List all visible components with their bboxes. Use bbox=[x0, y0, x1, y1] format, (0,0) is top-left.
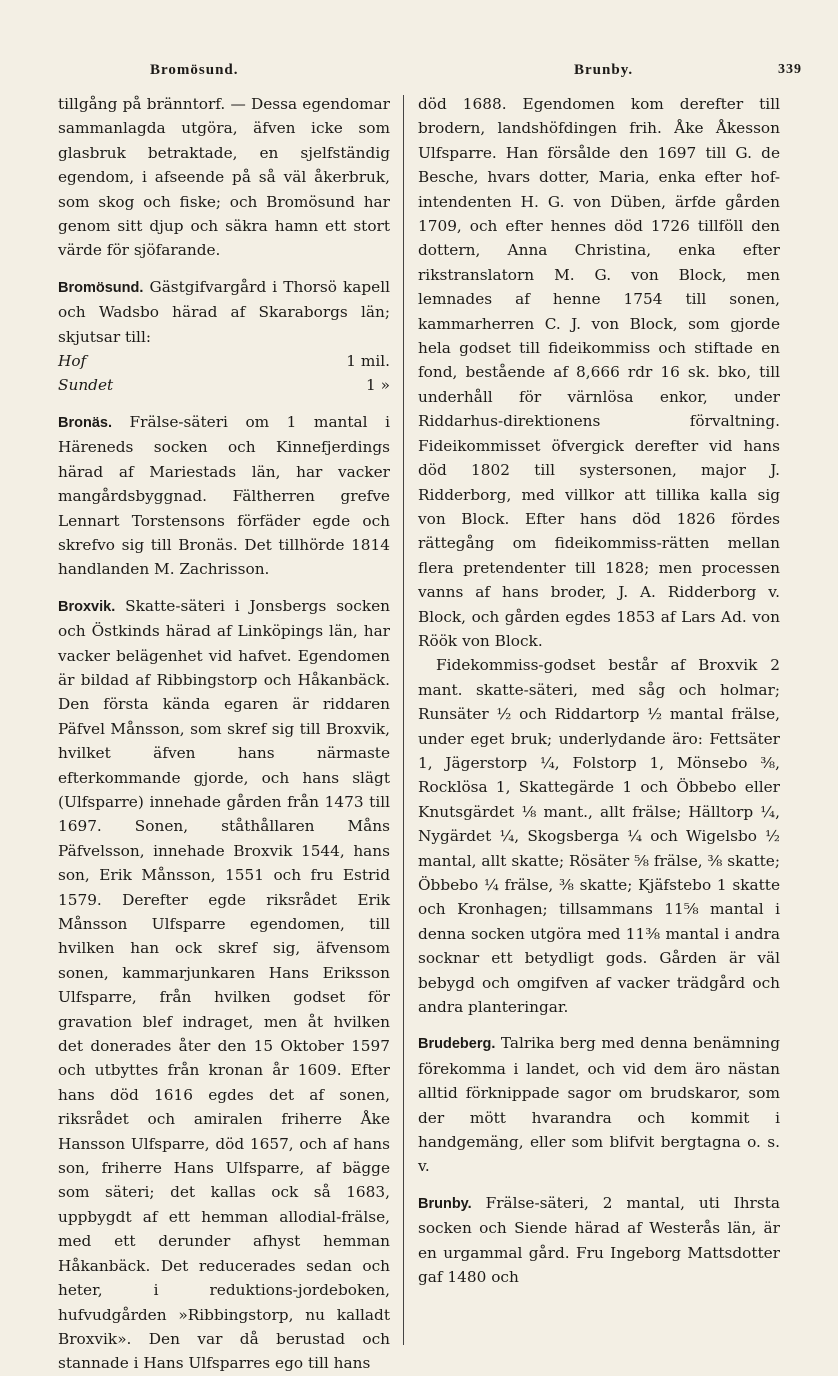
entry-broxvik bbox=[58, 594, 390, 1376]
entry-brudeberg bbox=[418, 1031, 780, 1178]
column-divider bbox=[403, 95, 404, 1345]
left-column bbox=[58, 92, 390, 1376]
entry-text-broxvik: Skatte-säteri i Jonsbergs socken och Östkinds härad af Linköpings län, har vacker belägenhet vid hafvet. Egendomen är bildad af Ribbingstorp och Håkanbäck. Den första kända egaren är riddaren Päfvel Månsson, som skref sig till Broxvik, hvilket äfven hans närmaste efterkommande gjorde, och hans slägt (Ulfsparre) innehade gården från 1473 till 1697. Sonen, ståthållaren Måns Päfvelsson, innehade Broxvik 1544, hans son, Erik Månsson, 1551 och fru Estrid 1579. Derefter egde riksrådet Erik Månsson Ulfsparre egendomen, till hvilken han ock skref sig, äfvensom sonen, kammarjunkaren Hans Eriksson Ulfsparre, från hvilken godset för gravation blef indraget, men åt hvilken det donerades åter den 15 Oktober 1597 och utbyttes från kronan år 1609. Efter hans död 1616 egdes det af sonen, riksrådet och amiralen friherre Åke Hansson Ulfsparre, död 1657, och af hans son, friherre Hans Ulfsparre, af bägge som säteri; det kallas ock så 1683, uppbygdt af ett hemman allodial-frälse, med ett derunder afhyst hemman Håkanbäck. Det reducerades sedan och heter, i reduktions-jordeboken, hufvudgården »Ribbingstorp, nu kalladt Broxvik». Den var då berustad och stannade i Hans Ulfsparres ego till hans bbox=[58, 596, 390, 1373]
distance-value: 1 mil. bbox=[346, 352, 390, 371]
right-column bbox=[418, 92, 780, 1290]
distance-row-sundet bbox=[58, 373, 390, 397]
entry-text-brudeberg: Talrika berg med denna benämning förekomma i landet, och vid dem äro nästan alltid förknippade sagor om brudskaror, som der mött hvarandra och kommit i handgemäng, eller som blifvit bergtagna o. s. v. bbox=[418, 1034, 780, 1176]
distance-value: 1 » bbox=[366, 376, 390, 395]
running-head-right: Brunby. bbox=[574, 62, 634, 78]
intro-paragraph: tillgång på bränntorf. — Dessa egendomar sammanlagda utgöra, äfven icke som glasbruk betraktade, en sjelfständig egendom, i afseende på så väl åkerbruk, som skog och fiske; och Bromösund har genom sitt djup och säkra hamn ett stort värde för sjöfarande. bbox=[58, 95, 390, 260]
entry-head-brunby: Brunby. bbox=[418, 1195, 472, 1212]
entry-brunby bbox=[418, 1191, 780, 1290]
distance-row-hof bbox=[58, 349, 390, 373]
fideikommiss-paragraph: Fidekommiss-godset består af Broxvik 2 mant. skatte-säteri, med såg och holmar; Runsäter ½ och Riddartorp ½ mantal frälse, under eget bruk; underlydande äro: Fettsäter 1, Jägerstorp ¼, Folstorp 1, Mönsebo ⅜, Rocklösa 1, Skattegärde 1 och Öbbebo eller Knutsgärdet ⅛ mant., allt frälse; Hälltorp ¼, Nygärdet ¼, Skogsberga ¼ och Wigelsbo ½ mantal, allt skatte; Rösäter ⅝ frälse, ⅜ skatte; Öbbebo ¼ frälse, ⅜ skatte; Kjäfstebo 1 skatte och Kronhagen; tillsammans 11⅝ mantal i denna socken utgöra med 11⅜ mantal i andra socknar ett betydligt gods. Gården är väl bebygd och omgifven af vacker trädgård och andra planteringar. bbox=[418, 656, 780, 1017]
entry-head-bronas: Bronäs. bbox=[58, 414, 112, 431]
broxvik-continuation: död 1688. Egendomen kom derefter till brodern, landshöfdingen frih. Åke Åkesson Ulfsparre. Han försålde den 1697 till G. de Besche, hvars dotter, Maria, enka efter hof-intendenten H. G. von Düben, ärfde gården 1709, och efter hennes död 1726 tillföll den dottern, Anna Christina, enka efter rikstranslatorn M. G. von Block, men lemnades af henne 1754 till sonen, kammarherren C. J. von Block, som gjorde hela godset till fideikommiss och stiftade en fond, bestående af 8,666 rdr 16 sk. bko, till underhåll för värnlösa enkor, under Riddarhus-direktionens förvaltning. Fideikommisset öfvergick derefter vid hans död 1802 till systersonen, major J. Ridderborg, med villkor att tillika kalla sig von Block. Efter hans död 1826 fördes rättegång om fideikommiss-rätten mellan flera pretendenter till 1828; men processen vanns af hans broder, J. A. Ridderborg v. Block, och gården egdes 1853 af Lars Ad. von Röök von Block. bbox=[418, 95, 780, 650]
entry-bromosund bbox=[58, 275, 390, 349]
running-head-left: Bromösund. bbox=[150, 62, 239, 78]
entry-head-brudeberg: Brudeberg. bbox=[418, 1036, 496, 1053]
entry-text-brunby: Frälse-säteri, 2 mantal, uti Ihrsta socken och Siende härad af Westerås län, är en urgammal gård. Fru Ingeborg Mattsdotter gaf 1480 och bbox=[418, 1193, 780, 1287]
distance-place: Sundet bbox=[58, 376, 114, 395]
entry-head-bromosund: Bromösund. bbox=[58, 279, 144, 296]
entry-text-bronas: Frälse-säteri om 1 mantal i Häreneds socken och Kinnefjerdings härad af Mariestads län, har vacker mangårdsbyggnad. Fältherren grefve Lennart Torstensons förfäder egde och skrefvo sig till Bronäs. Det tillhörde 1814 handlanden M. Zachrisson. bbox=[58, 412, 390, 579]
distance-place: Hof bbox=[58, 352, 87, 371]
entry-text-bromosund: Gästgifvargård i Thorsö kapell och Wadsbo härad af Skaraborgs län; skjutsar till: bbox=[58, 277, 390, 346]
entry-bronas bbox=[58, 410, 390, 582]
page-number: 339 bbox=[778, 62, 802, 77]
entry-head-broxvik: Broxvik. bbox=[58, 598, 116, 615]
